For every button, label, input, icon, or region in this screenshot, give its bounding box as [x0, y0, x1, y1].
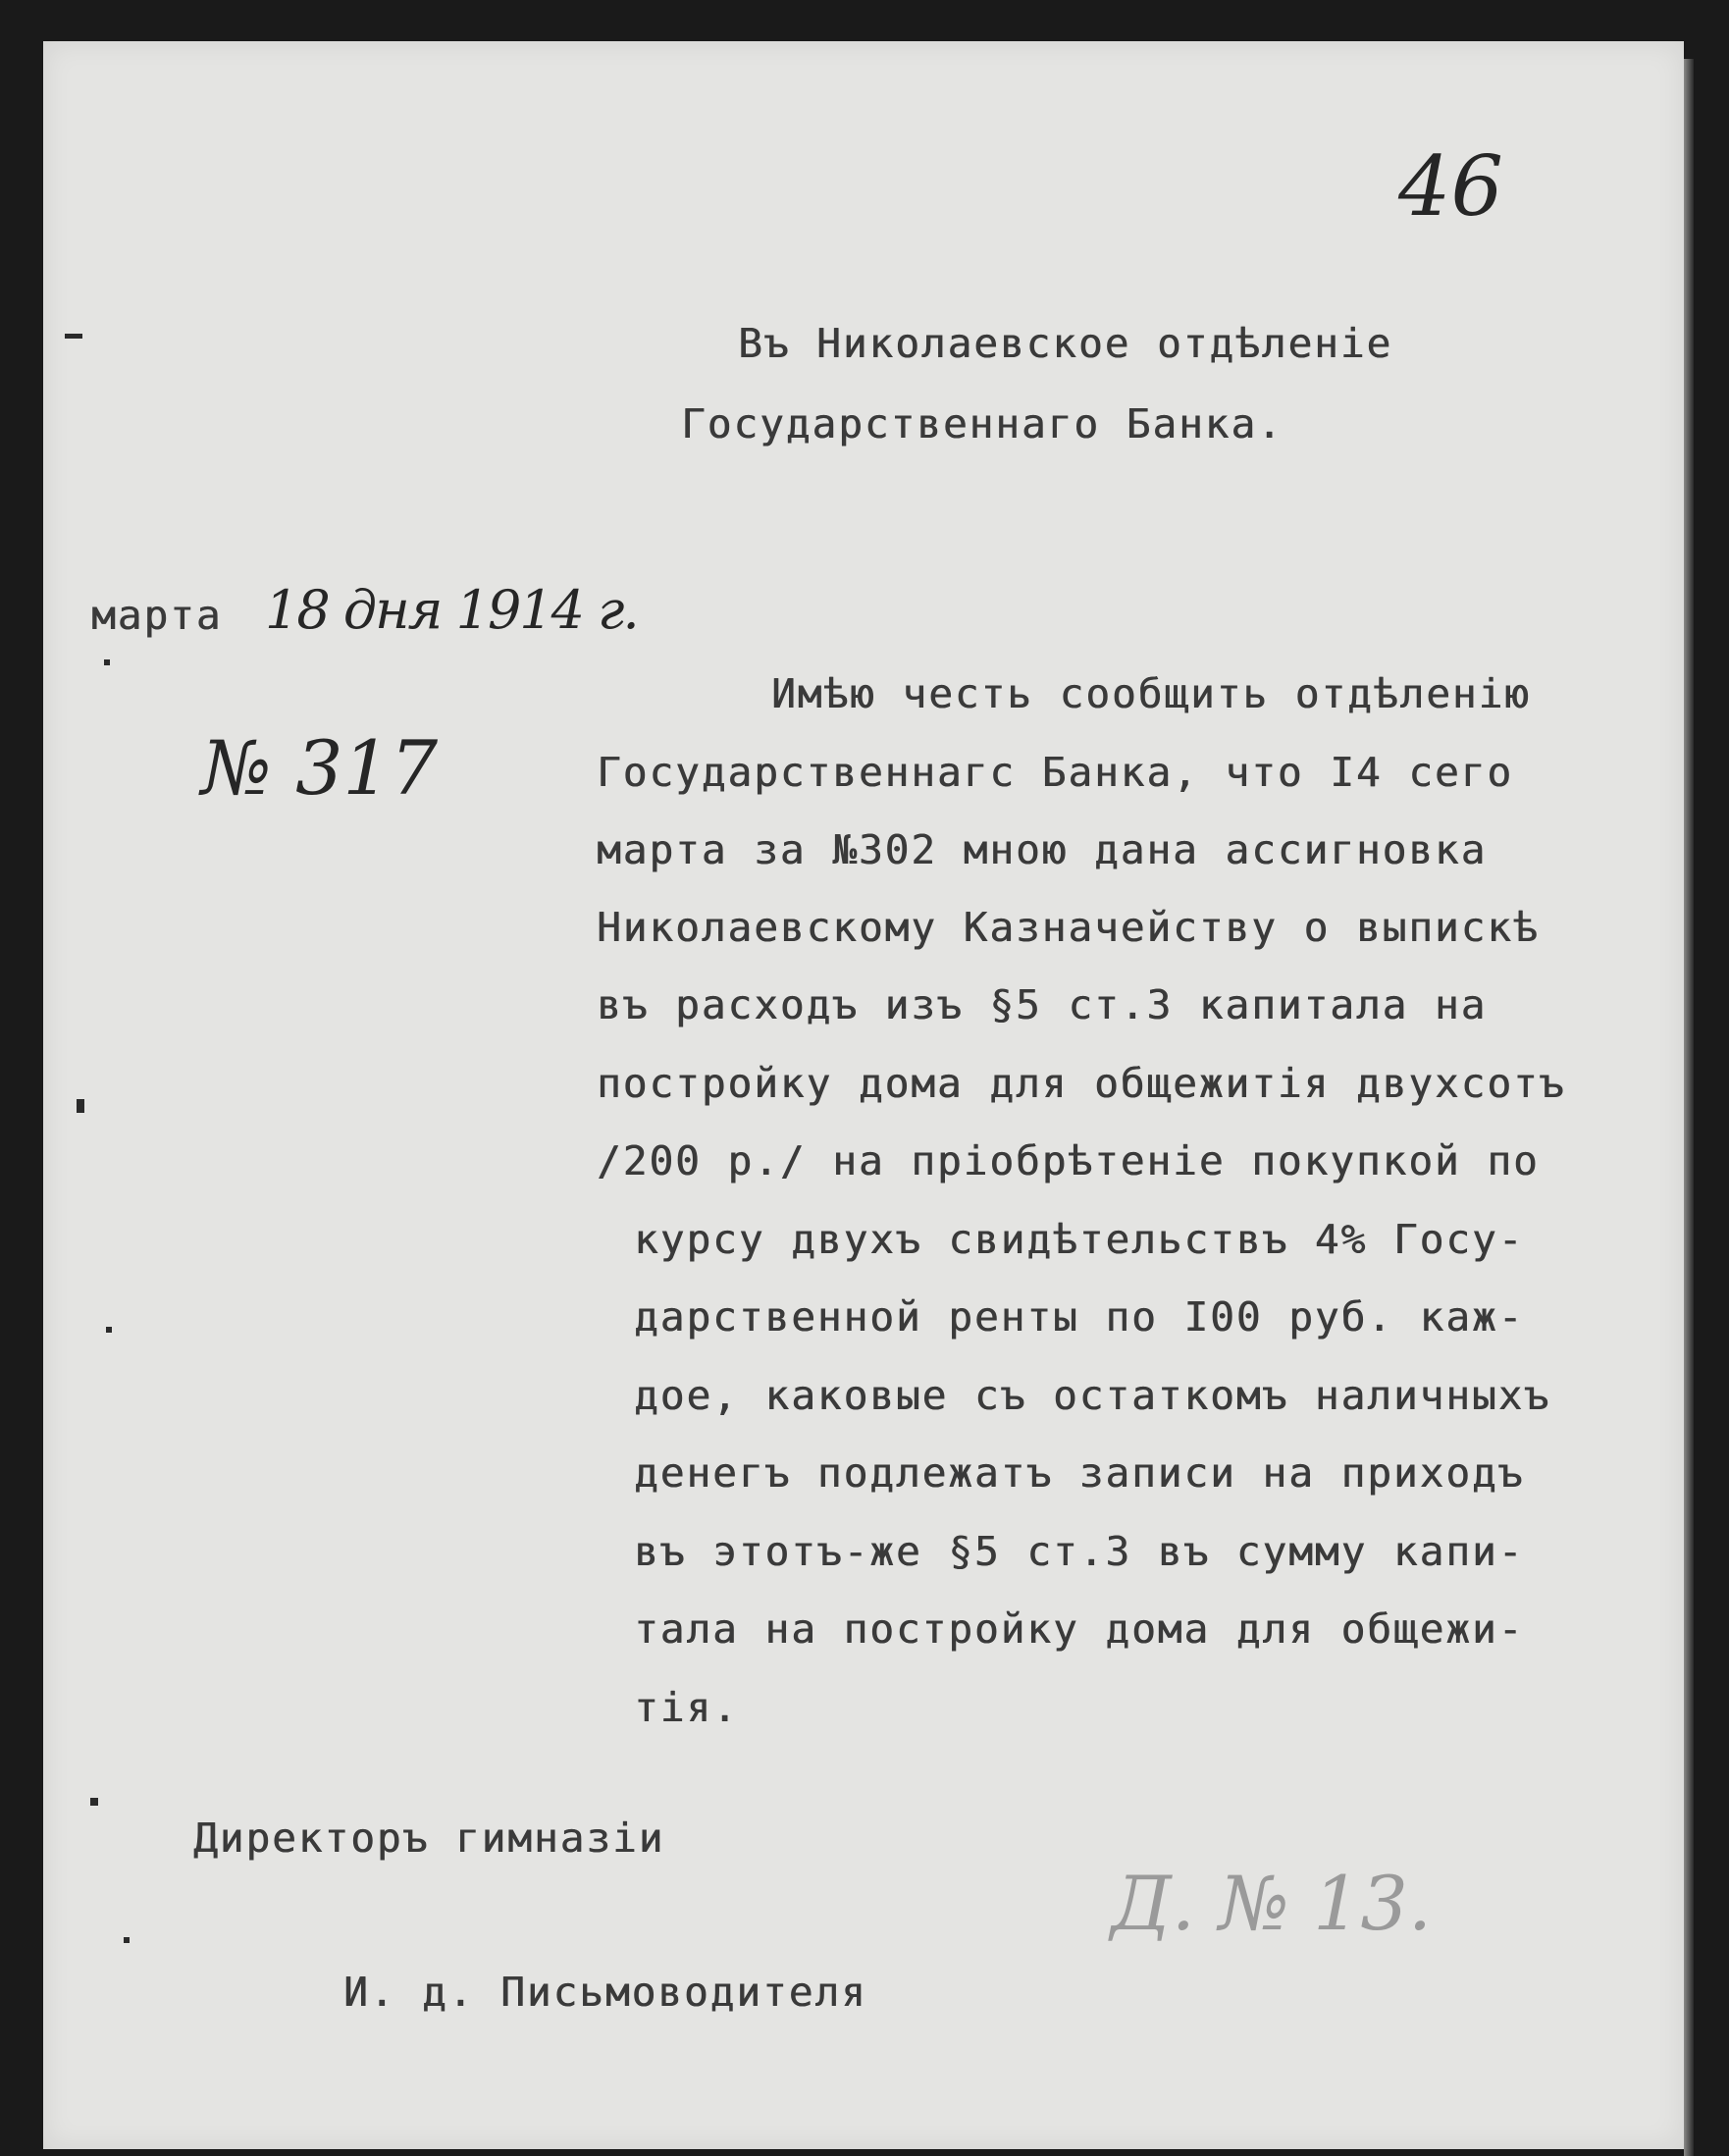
body-line: въ расходъ изъ §5 ст.3 капитала на: [597, 981, 1488, 1028]
binding-hole-mark: [104, 659, 110, 665]
body-line: дое, каковые съ остаткомъ наличныхъ: [634, 1372, 1550, 1419]
body-line: постройку дома для общежитія двухсотъ: [597, 1060, 1566, 1107]
addressee-line-2: Государственнаго Банка.: [681, 400, 1284, 447]
body-line: /200 р./ на пріобрѣтеніе покупкой по: [597, 1137, 1540, 1184]
signature-director: Директоръ гимназіи: [193, 1814, 665, 1862]
date-month: марта: [91, 592, 223, 639]
binding-hole-mark: [124, 1937, 130, 1943]
binding-hole-mark: [65, 334, 82, 339]
reference-number: № 317: [201, 724, 439, 812]
body-line: Государственнагс Банка, что I4 сего: [597, 749, 1513, 796]
binding-hole-mark: [77, 1099, 84, 1113]
binding-hole-mark: [106, 1327, 112, 1333]
folio-number: 46: [1398, 138, 1503, 235]
body-line: курсу двухъ свидѣтельствъ 4% Госу-: [634, 1216, 1525, 1263]
body-line: Имѣю честь сообщить отдѣленію: [771, 670, 1531, 717]
addressee-line-1: Въ Николаевское отдѣленіе: [738, 320, 1393, 367]
body-line: тія.: [634, 1684, 739, 1731]
file-mark: Д. № 13.: [1111, 1860, 1433, 1947]
page-edge-shadow: [1684, 59, 1694, 2156]
body-line: въ этотъ-же §5 ст.3 въ сумму капи-: [634, 1528, 1525, 1575]
body-line: марта за №302 мною дана ассигновка: [597, 826, 1488, 873]
date-handwritten: 18 дня 1914 г.: [265, 579, 638, 641]
body-line: дарственной ренты по I00 руб. каж-: [634, 1293, 1525, 1341]
signature-clerk: И. д. Письмоводителя: [343, 1969, 867, 2016]
body-line: тала на постройку дома для общежи-: [634, 1605, 1525, 1653]
body-line: денегъ подлежатъ записи на приходъ: [634, 1449, 1525, 1497]
body-line: Николаевскому Казначейству о выпискѣ: [597, 904, 1540, 951]
binding-hole-mark: [90, 1798, 98, 1806]
